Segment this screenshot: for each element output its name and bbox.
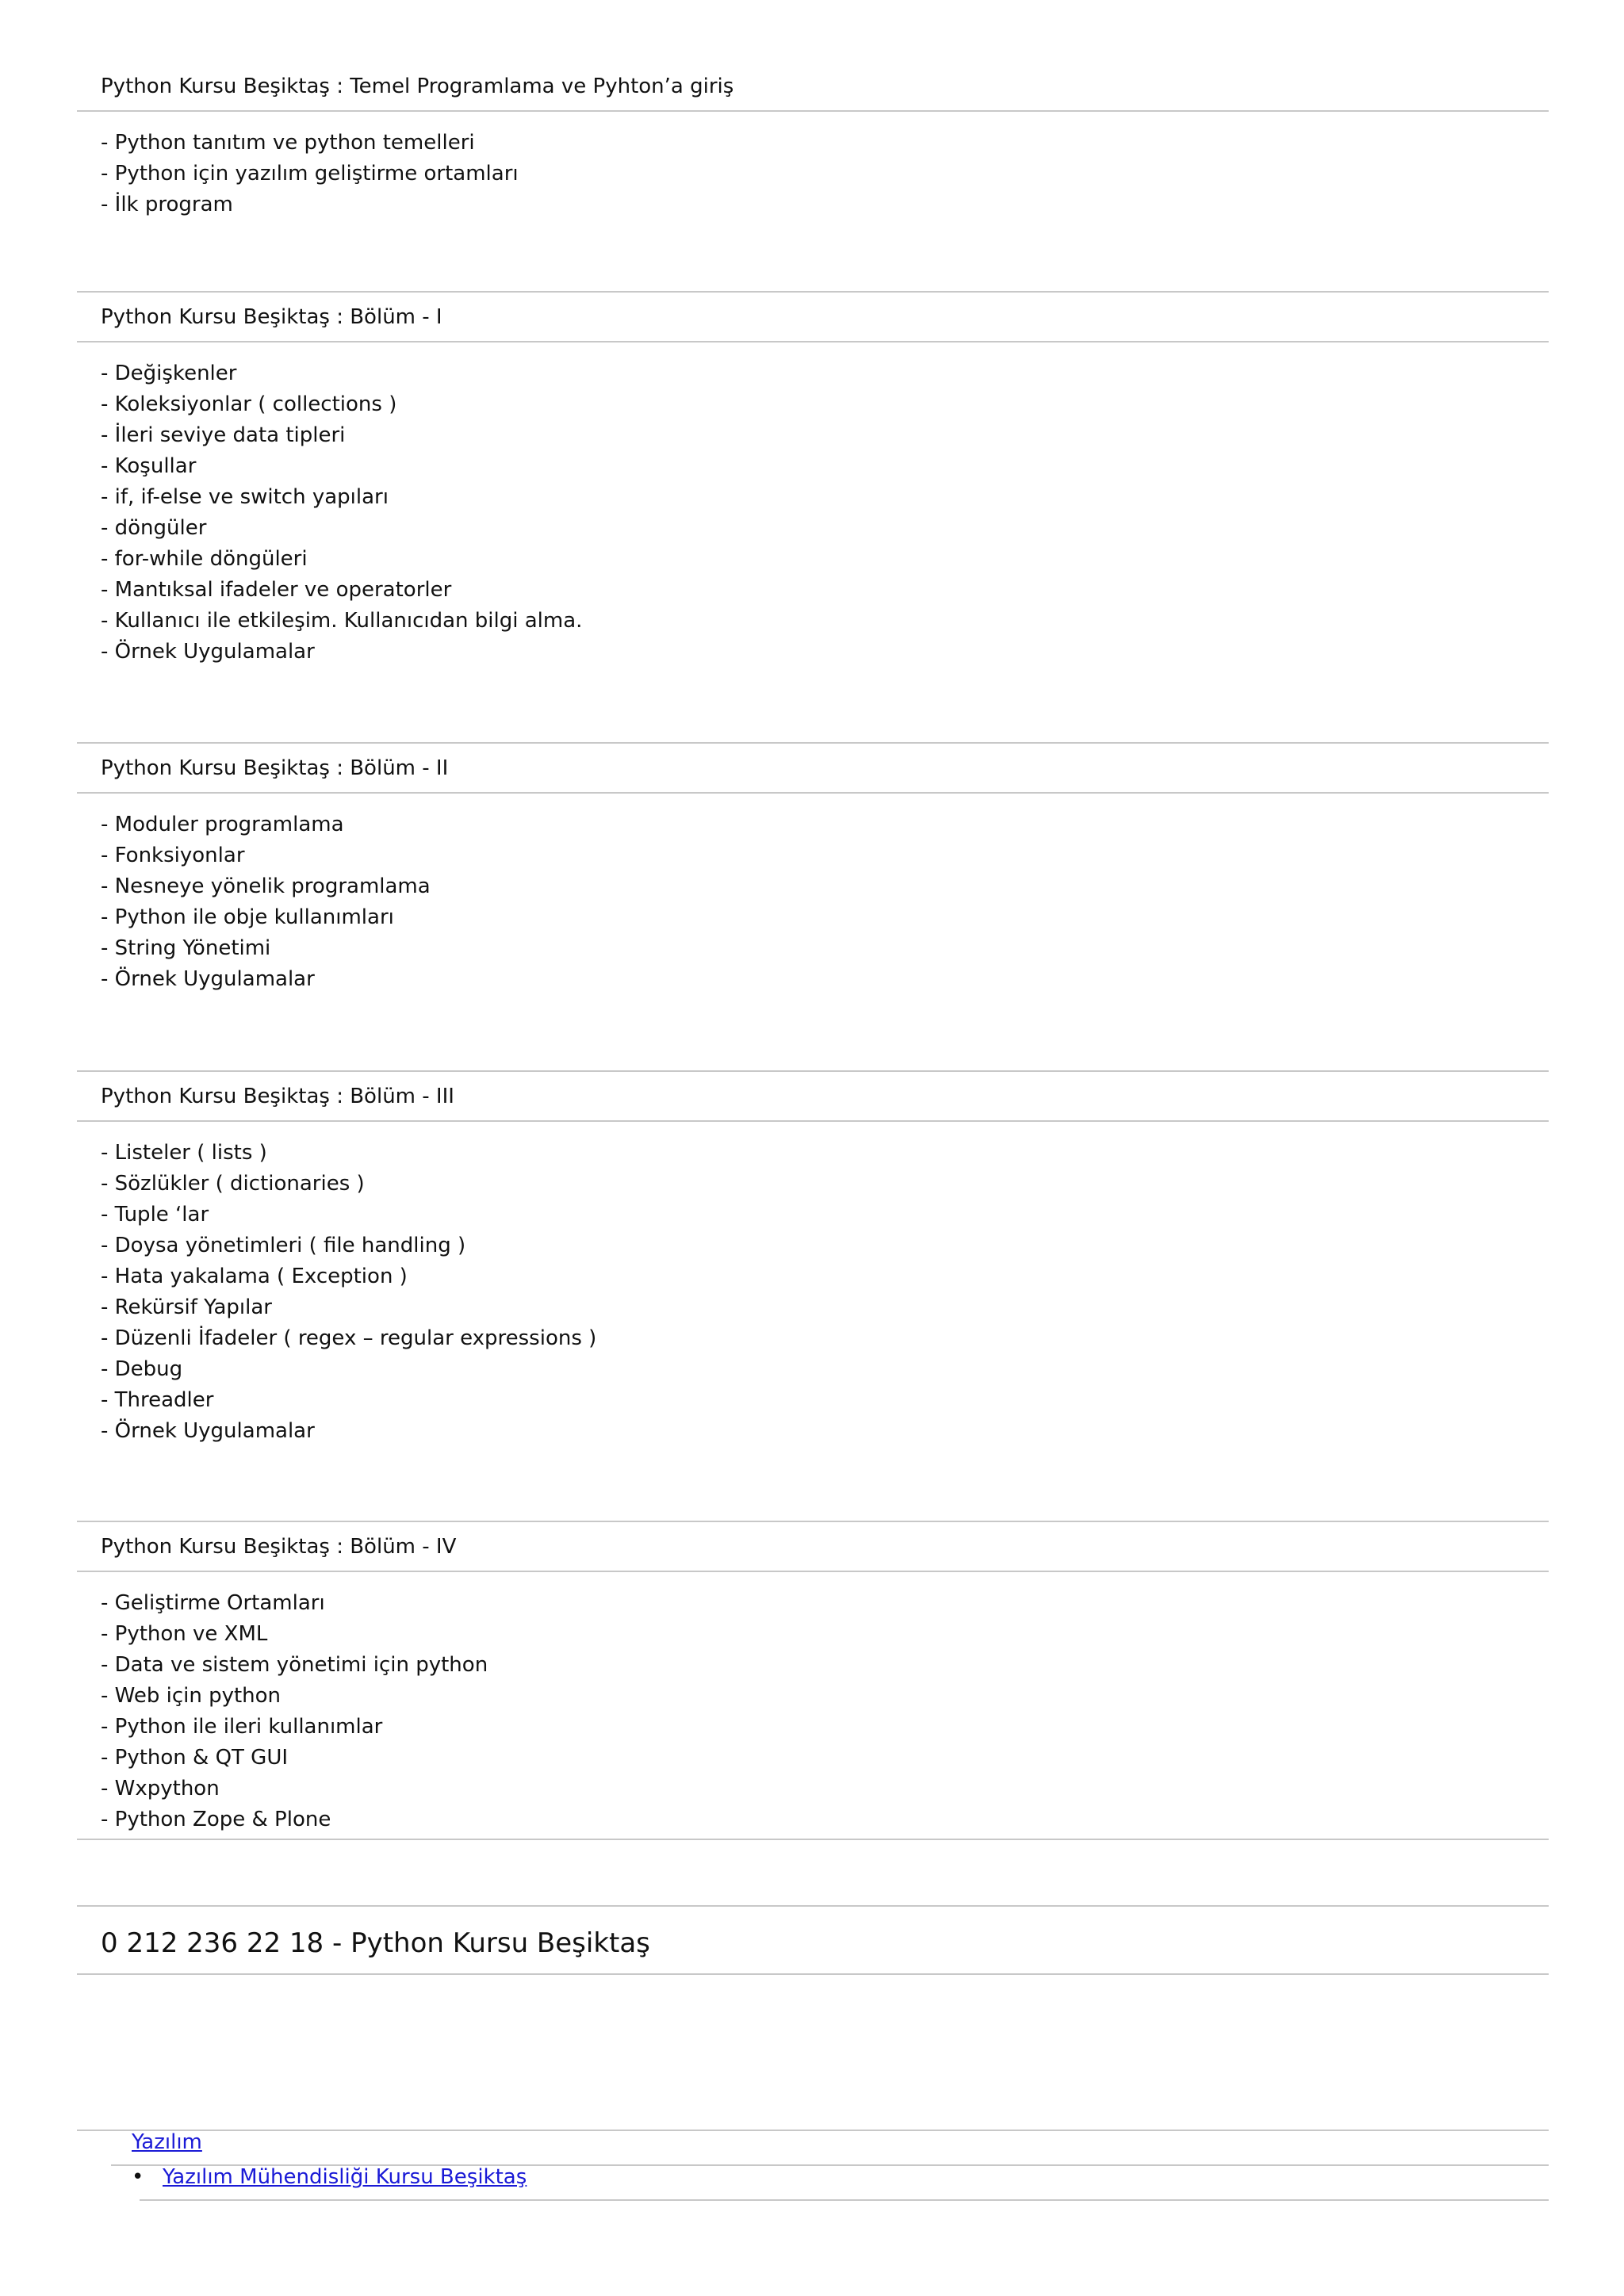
section-bolum-2 (77, 742, 1549, 995)
list-item: - döngüler (101, 516, 207, 540)
section-bolum-4 (77, 1521, 1549, 1840)
list-item: - Moduler programlama (101, 813, 344, 836)
list-item: - Düzenli İfadeler ( regex – regular expressions ) (101, 1326, 597, 1350)
section-list (77, 342, 1549, 668)
list-item: - Hata yakalama ( Exception ) (101, 1265, 408, 1288)
section-list (77, 1572, 1549, 1840)
list-item: - Nesneye yönelik programlama (101, 874, 431, 898)
list-item: - Python Zope & Plone (101, 1808, 331, 1831)
list-item: - Değişkenler (101, 362, 237, 385)
list-item: - Mantıksal ifadeler ve operatorler (101, 578, 452, 602)
list-item: - Python için yazılım geliştirme ortamları (101, 162, 519, 186)
list-item: - Örnek Uygulamalar (101, 1419, 315, 1443)
list-item: - Python tanıtım ve python temelleri (101, 131, 475, 155)
list-item: - Geliştirme Ortamları (101, 1591, 325, 1615)
list-item: - if, if-else ve switch yapıları (101, 485, 389, 509)
list-item: - Örnek Uygulamalar (101, 640, 315, 664)
list-item: - Python & QT GUI (101, 1746, 289, 1770)
list-item: - Kullanıcı ile etkileşim. Kullanıcıdan bilgi alma. (101, 609, 583, 633)
list-item: - Doysa yönetimleri ( file handling ) (101, 1234, 466, 1257)
list-item: - Listeler ( lists ) (101, 1141, 267, 1165)
list-item: - Python ile obje kullanımları (101, 905, 394, 929)
list-item: - for-while döngüleri (101, 547, 308, 571)
list-item: - İlk program (101, 193, 233, 216)
footer-divider (77, 2130, 1549, 2131)
list-item: - Wxpython (101, 1777, 220, 1800)
list-item: - Koşullar (101, 454, 197, 478)
list-item: - Web için python (101, 1684, 282, 1708)
list-item: - İleri seviye data tipleri (101, 423, 346, 447)
list-item: - Fonksiyonlar (101, 844, 245, 867)
contact-block (77, 1905, 1549, 1975)
related-link-yazilim-muhendisligi[interactable]: Yazılım Mühendisliği Kursu Beşiktaş (163, 2165, 527, 2189)
list-item: - Örnek Uygulamalar (101, 967, 315, 991)
category-link-yazilim[interactable]: Yazılım (132, 2130, 202, 2154)
section-bolum-1 (77, 291, 1549, 668)
section-list (77, 1122, 1549, 1447)
list-item: - Threadler (101, 1388, 214, 1412)
list-item: - Sözlükler ( dictionaries ) (101, 1172, 365, 1196)
section-intro (77, 62, 1549, 220)
list-bullet-icon: • (132, 2165, 144, 2189)
contact-phone-text: 0 212 236 22 18 - Python Kursu Beşiktaş (77, 1905, 1549, 1975)
section-title: Python Kursu Beşiktaş : Bölüm - III (77, 1072, 1549, 1122)
footer-divider (140, 2199, 1549, 2201)
section-title: Python Kursu Beşiktaş : Bölüm - I (77, 293, 1549, 342)
section-list (77, 112, 1549, 220)
list-item: - Debug (101, 1357, 183, 1381)
list-item: - Python ve XML (101, 1622, 268, 1646)
section-bolum-3 (77, 1070, 1549, 1447)
list-item: - Data ve sistem yönetimi için python (101, 1653, 488, 1677)
section-list (77, 794, 1549, 995)
list-item: - Tuple ‘lar (101, 1203, 209, 1226)
section-title: Python Kursu Beşiktaş : Temel Programlama ve Pyhton’a giriş (77, 62, 1549, 112)
section-title: Python Kursu Beşiktaş : Bölüm - IV (77, 1522, 1549, 1572)
list-item: - Rekürsif Yapılar (101, 1295, 272, 1319)
list-item: - Koleksiyonlar ( collections ) (101, 392, 397, 416)
list-item: - Python ile ileri kullanımlar (101, 1715, 383, 1739)
list-item: - String Yönetimi (101, 936, 271, 960)
section-title: Python Kursu Beşiktaş : Bölüm - II (77, 744, 1549, 794)
